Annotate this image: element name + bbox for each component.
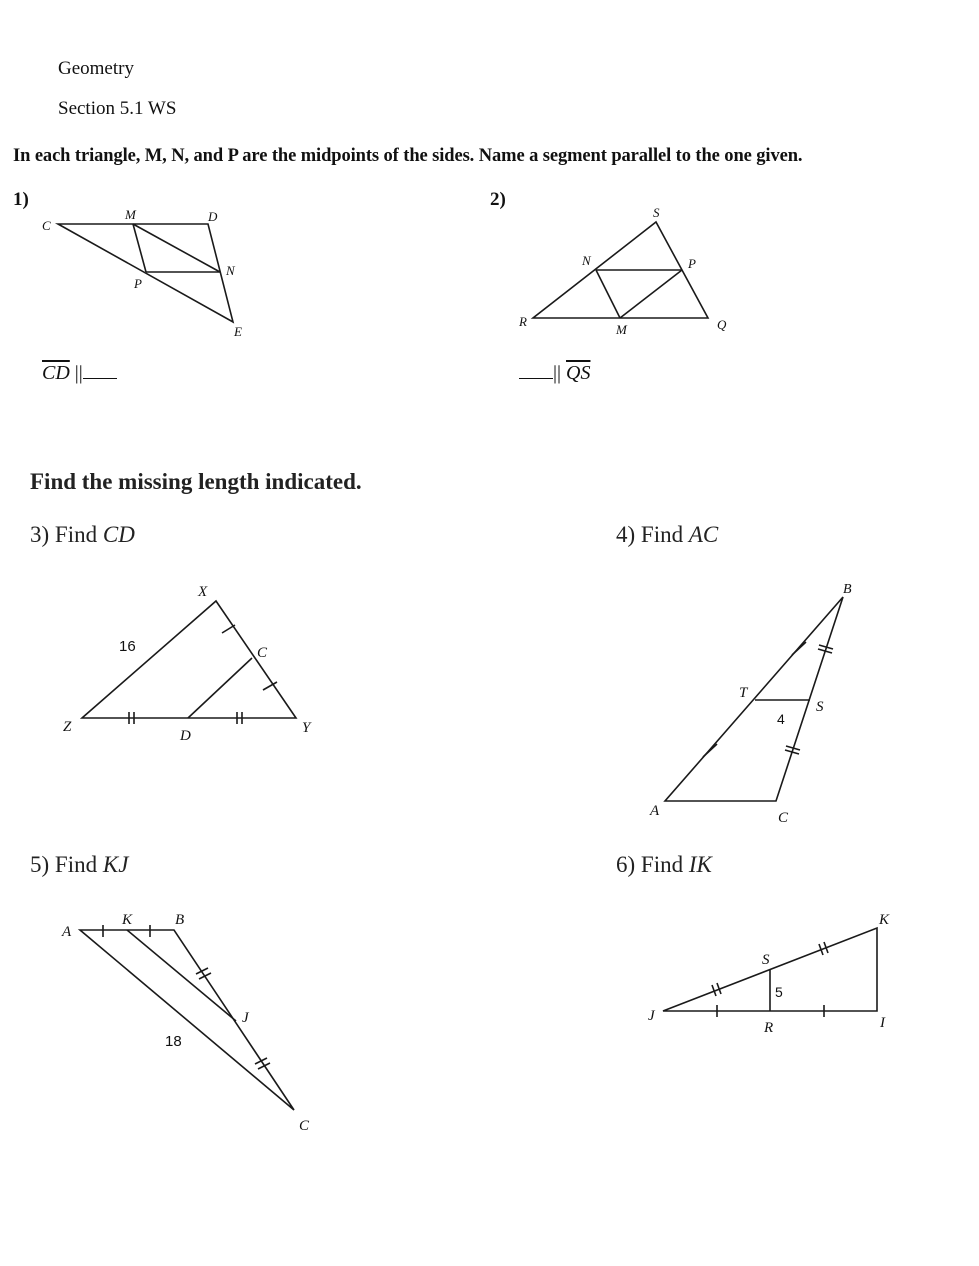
vertex-y: Y [302,720,311,736]
tick-at [703,744,717,757]
vertex-s: S [762,952,770,968]
vertex-p: P [134,276,142,291]
segment-mp [133,224,146,272]
vertex-j: J [648,1008,655,1024]
problem-2-figure [490,200,750,350]
target-segment: KJ [102,852,129,877]
vertex-x: X [198,584,208,600]
find-word: Find [640,852,684,877]
given-segment: $\overline{QS}$ [566,362,591,384]
vertex-c: C [778,810,789,826]
vertex-k: K [122,912,133,928]
find-word: Find [640,522,684,547]
segment-nm [596,270,620,318]
problem-number: 4) [616,522,636,547]
vertex-e: E [234,324,242,339]
vertex-p: P [688,256,696,271]
find-word: Find [54,522,98,547]
length-label: 4 [777,711,785,727]
vertex-i: I [880,1015,885,1031]
tick-bj-2 [199,973,211,979]
problem-3-label [30,522,135,548]
vertex-s: S [816,699,824,715]
problem-2-number: 2) [490,189,506,210]
problem-1-number: 1) [13,189,29,210]
length-label: 16 [119,638,136,655]
subject-title: Geometry [58,58,134,79]
answer-blank[interactable] [519,362,553,379]
vertex-b: B [843,582,852,597]
problem-5-label [30,852,128,878]
tick-jc-1 [255,1058,267,1064]
target-segment: IK [688,852,712,877]
vertex-k: K [879,912,890,928]
problem-6-figure [640,900,900,1040]
vertex-a: A [650,803,660,819]
vertex-c: C [299,1118,310,1134]
tick-tb [792,642,806,655]
vertex-b: B [175,912,185,928]
parallel-symbol: || [553,362,562,384]
vertex-q: Q [717,317,727,332]
target-segment: AC [688,522,719,547]
vertex-m: M [125,207,136,222]
problem-4-figure [630,570,870,830]
vertex-n: N [582,253,591,268]
triangle-cde [58,224,233,322]
length-label: 18 [165,1033,182,1050]
problem-4-label [616,522,718,548]
target-segment: CD [102,522,135,547]
problem-number: 3) [30,522,50,547]
given-segment: $\overline{CD}$ [42,362,70,384]
problem-6-label [616,852,712,878]
vertex-j: J [242,1010,249,1026]
answer-blank[interactable] [83,362,117,379]
part1-instruction: In each triangle, M, N, and P are the midpoints of the sides. Name a segment parallel to the one given. [13,146,803,166]
part2-instruction: Find the missing length indicated. [30,469,362,494]
vertex-t: T [739,685,748,701]
problem-5-figure [55,900,335,1140]
vertex-s: S [653,205,660,220]
length-label: 5 [775,984,783,1000]
problem-number: 6) [616,852,636,877]
problem-1-figure [0,200,300,350]
vertex-r: R [519,314,527,329]
problem-1-answer [42,362,117,385]
segment-mp [620,270,682,318]
vertex-r: R [764,1020,774,1036]
segment-kj [127,930,236,1021]
vertex-a: A [62,924,72,940]
tick-xc [222,625,235,633]
find-word: Find [54,852,98,877]
problem-number: 5) [30,852,50,877]
triangle-abc [80,930,294,1110]
segment-dc [188,658,252,718]
vertex-c: C [257,645,268,661]
vertex-z: Z [63,719,72,735]
vertex-m: M [616,322,627,337]
vertex-n: N [226,263,235,278]
segment-mn [133,224,220,272]
vertex-d: D [208,209,218,224]
vertex-d: D [180,728,191,744]
parallel-symbol: || [74,362,83,384]
problem-2-answer [519,362,590,385]
problem-3-figure [50,570,330,750]
section-title: Section 5.1 WS [58,98,177,119]
vertex-c: C [42,218,51,233]
